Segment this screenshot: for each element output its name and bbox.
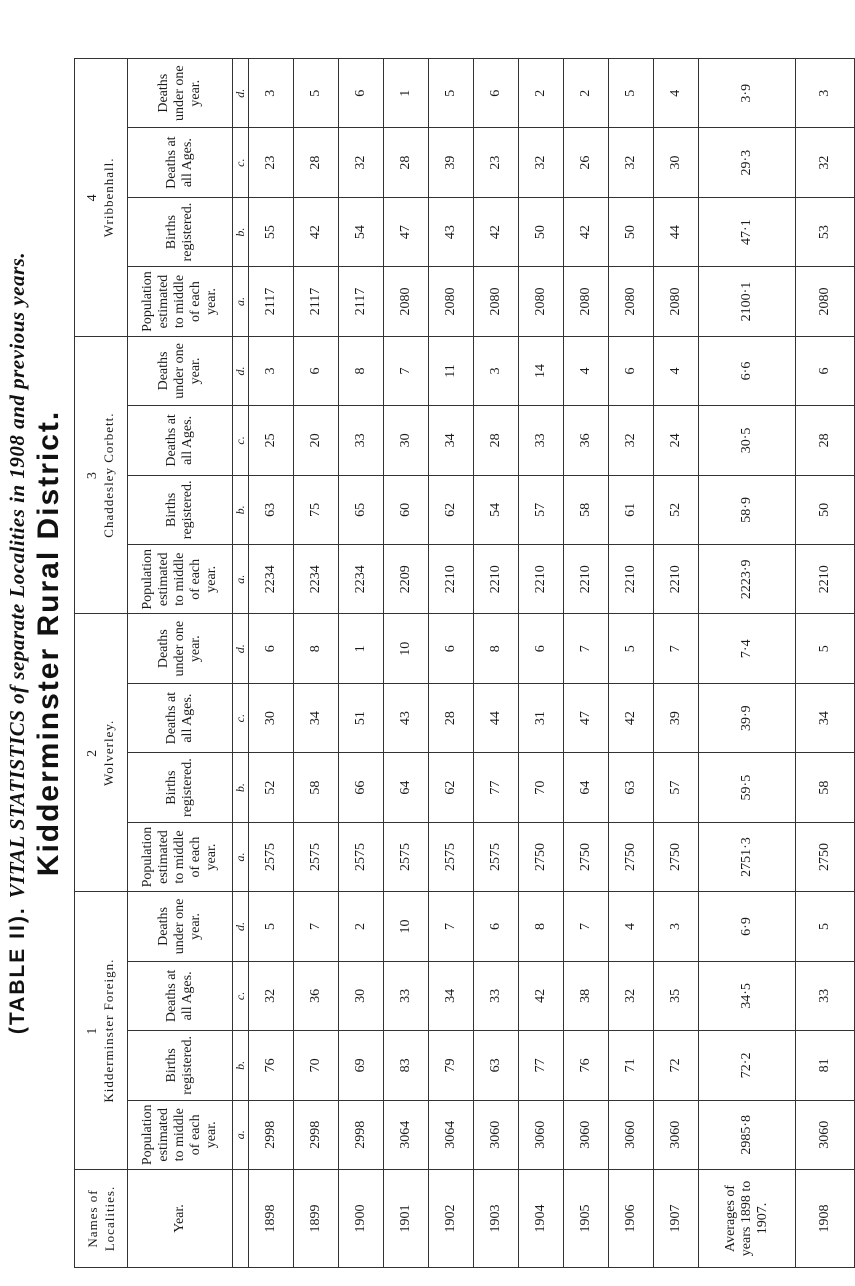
column-header: Births registered. <box>128 197 233 266</box>
value-cell: 2575 <box>474 822 519 891</box>
value-cell: 3060 <box>796 1100 855 1169</box>
value-cell: 71 <box>609 1031 654 1100</box>
value-cell: 34 <box>294 683 339 752</box>
value-cell: 23 <box>249 128 294 197</box>
value-cell: 39 <box>429 128 474 197</box>
column-header: Deaths under one year. <box>128 892 233 961</box>
unit-cell: c. <box>233 128 249 197</box>
value-cell: 29·3 <box>699 128 796 197</box>
table-row <box>654 59 699 1268</box>
value-cell: 2985·8 <box>699 1100 796 1169</box>
unit-cell: d. <box>233 892 249 961</box>
value-cell: 79 <box>429 1031 474 1100</box>
value-cell: 2750 <box>519 822 564 891</box>
value-cell: 2234 <box>249 545 294 614</box>
value-cell: 3 <box>474 336 519 405</box>
value-cell: 6 <box>294 336 339 405</box>
unit-cell: b. <box>233 475 249 544</box>
year-cell: 1902 <box>429 1170 474 1268</box>
statistics-table-container <box>74 58 832 1268</box>
value-cell: 10 <box>384 892 429 961</box>
value-cell: 50 <box>609 197 654 266</box>
value-cell: 2750 <box>654 822 699 891</box>
value-cell: 14 <box>519 336 564 405</box>
value-cell: 50 <box>519 197 564 266</box>
table-row <box>519 59 564 1268</box>
value-cell: 44 <box>474 683 519 752</box>
value-cell: 3064 <box>429 1100 474 1169</box>
table-row <box>384 59 429 1268</box>
value-cell: 57 <box>519 475 564 544</box>
table-row <box>564 59 609 1268</box>
column-header: Deaths under one year. <box>128 59 233 128</box>
value-cell: 2210 <box>609 545 654 614</box>
value-cell: 63 <box>609 753 654 822</box>
value-cell: 8 <box>474 614 519 683</box>
value-cell: 8 <box>294 614 339 683</box>
unit-cell: a. <box>233 1100 249 1169</box>
value-cell: 7·4 <box>699 614 796 683</box>
value-cell: 47 <box>384 197 429 266</box>
value-cell: 23 <box>474 128 519 197</box>
value-cell: 3 <box>249 59 294 128</box>
table-tag: (TABLE II). <box>5 906 29 1035</box>
value-cell: 70 <box>294 1031 339 1100</box>
value-cell: 25 <box>249 406 294 475</box>
value-cell: 54 <box>474 475 519 544</box>
value-cell: 28 <box>429 683 474 752</box>
value-cell: 62 <box>429 753 474 822</box>
value-cell: 44 <box>654 197 699 266</box>
value-cell: 72 <box>654 1031 699 1100</box>
value-cell: 3060 <box>609 1100 654 1169</box>
value-cell: 5 <box>796 892 855 961</box>
value-cell: 63 <box>474 1031 519 1100</box>
column-header: Deaths under one year. <box>128 614 233 683</box>
value-cell: 3060 <box>654 1100 699 1169</box>
value-cell: 6 <box>474 892 519 961</box>
value-cell: 10 <box>384 614 429 683</box>
value-cell: 58 <box>564 475 609 544</box>
value-cell: 2080 <box>654 267 699 336</box>
value-cell: 83 <box>384 1031 429 1100</box>
value-cell: 43 <box>384 683 429 752</box>
table-row <box>249 59 294 1268</box>
value-cell: 2223·9 <box>699 545 796 614</box>
year-cell: 1907 <box>654 1170 699 1268</box>
column-header: Population estimated to middle of each year. <box>128 822 233 891</box>
unit-cell: b. <box>233 1031 249 1100</box>
value-cell: 6·9 <box>699 892 796 961</box>
value-cell: 63 <box>249 475 294 544</box>
value-cell: 4 <box>564 336 609 405</box>
table-row <box>339 59 384 1268</box>
value-cell: 72·2 <box>699 1031 796 1100</box>
value-cell: 5 <box>429 59 474 128</box>
value-cell: 38 <box>564 961 609 1030</box>
value-cell: 7 <box>384 336 429 405</box>
caption-text: VITAL STATISTICS of separate Localities in 1908 and previous years. <box>4 251 29 899</box>
value-cell: 65 <box>339 475 384 544</box>
value-cell: 24 <box>654 406 699 475</box>
value-cell: 2998 <box>249 1100 294 1169</box>
value-cell: 5 <box>249 892 294 961</box>
value-cell: 36 <box>564 406 609 475</box>
district-header-wribbenhall: 4 Wribbenhall. <box>75 59 128 337</box>
year-cell: 1898 <box>249 1170 294 1268</box>
unit-cell: c. <box>233 961 249 1030</box>
value-cell: 30 <box>249 683 294 752</box>
value-cell: 2750 <box>796 822 855 891</box>
value-cell: 76 <box>564 1031 609 1100</box>
table-row <box>429 59 474 1268</box>
value-cell: 6 <box>519 614 564 683</box>
value-cell: 7 <box>294 892 339 961</box>
value-cell: 2080 <box>609 267 654 336</box>
column-header: Deaths at all Ages. <box>128 683 233 752</box>
value-cell: 33 <box>519 406 564 475</box>
year-cell: 1908 <box>796 1170 855 1268</box>
year-cell: 1900 <box>339 1170 384 1268</box>
unit-cell: d. <box>233 614 249 683</box>
value-cell: 39·9 <box>699 683 796 752</box>
value-cell: 43 <box>429 197 474 266</box>
value-cell: 42 <box>564 197 609 266</box>
value-cell: 31 <box>519 683 564 752</box>
value-cell: 6 <box>429 614 474 683</box>
unit-cell: d. <box>233 59 249 128</box>
value-cell: 47·1 <box>699 197 796 266</box>
value-cell: 6 <box>474 59 519 128</box>
column-header: Deaths under one year. <box>128 336 233 405</box>
unit-row <box>233 59 249 1268</box>
value-cell: 2998 <box>294 1100 339 1169</box>
value-cell: 2 <box>519 59 564 128</box>
table-row <box>474 59 519 1268</box>
value-cell: 11 <box>429 336 474 405</box>
value-cell: 34 <box>429 961 474 1030</box>
table-row <box>294 59 339 1268</box>
value-cell: 6 <box>609 336 654 405</box>
value-cell: 2998 <box>339 1100 384 1169</box>
value-cell: 2 <box>339 892 384 961</box>
value-cell: 3 <box>654 892 699 961</box>
value-cell: 66 <box>339 753 384 822</box>
year-cell: 1901 <box>384 1170 429 1268</box>
year-cell: Averages of years 1898 to 1907. <box>699 1170 796 1268</box>
value-cell: 7 <box>654 614 699 683</box>
vital-statistics-table <box>74 58 855 1268</box>
value-cell: 7 <box>429 892 474 961</box>
value-cell: 3·9 <box>699 59 796 128</box>
value-cell: 32 <box>609 961 654 1030</box>
year-cell: 1906 <box>609 1170 654 1268</box>
value-cell: 52 <box>249 753 294 822</box>
value-cell: 5 <box>294 59 339 128</box>
value-cell: 64 <box>384 753 429 822</box>
column-header: Deaths at all Ages. <box>128 961 233 1030</box>
value-cell: 2080 <box>519 267 564 336</box>
value-cell: 58 <box>294 753 339 822</box>
value-cell: 35 <box>654 961 699 1030</box>
year-cell: 1903 <box>474 1170 519 1268</box>
value-cell: 8 <box>519 892 564 961</box>
value-cell: 2210 <box>474 545 519 614</box>
value-cell: 8 <box>339 336 384 405</box>
value-cell: 30 <box>654 128 699 197</box>
value-cell: 33 <box>474 961 519 1030</box>
unit-cell: a. <box>233 545 249 614</box>
table-caption <box>5 252 30 1034</box>
value-cell: 55 <box>249 197 294 266</box>
value-cell: 61 <box>609 475 654 544</box>
value-cell: 57 <box>654 753 699 822</box>
unit-cell: a. <box>233 267 249 336</box>
value-cell: 42 <box>519 961 564 1030</box>
value-cell: 5 <box>609 59 654 128</box>
value-cell: 33 <box>339 406 384 475</box>
value-cell: 2210 <box>519 545 564 614</box>
value-cell: 42 <box>474 197 519 266</box>
unit-cell <box>233 1170 249 1268</box>
value-cell: 2575 <box>384 822 429 891</box>
value-cell: 2 <box>564 59 609 128</box>
value-cell: 2575 <box>249 822 294 891</box>
value-cell: 42 <box>609 683 654 752</box>
column-header: Deaths at all Ages. <box>128 406 233 475</box>
value-cell: 58·9 <box>699 475 796 544</box>
value-cell: 6 <box>796 336 855 405</box>
value-cell: 4 <box>654 336 699 405</box>
table-row <box>609 59 654 1268</box>
column-header: Population estimated to middle of each year. <box>128 267 233 336</box>
value-cell: 75 <box>294 475 339 544</box>
value-cell: 2117 <box>339 267 384 336</box>
value-cell: 2210 <box>564 545 609 614</box>
value-cell: 2210 <box>654 545 699 614</box>
value-cell: 32 <box>796 128 855 197</box>
value-cell: 30 <box>339 961 384 1030</box>
value-cell: 2575 <box>339 822 384 891</box>
value-cell: 51 <box>339 683 384 752</box>
value-cell: 77 <box>519 1031 564 1100</box>
value-cell: 47 <box>564 683 609 752</box>
value-cell: 69 <box>339 1031 384 1100</box>
value-cell: 2080 <box>474 267 519 336</box>
value-cell: 28 <box>796 406 855 475</box>
value-cell: 20 <box>294 406 339 475</box>
value-cell: 2117 <box>294 267 339 336</box>
unit-cell: b. <box>233 753 249 822</box>
value-cell: 2234 <box>339 545 384 614</box>
value-cell: 50 <box>796 475 855 544</box>
value-cell: 32 <box>609 128 654 197</box>
value-cell: 2751·3 <box>699 822 796 891</box>
unit-cell: a. <box>233 822 249 891</box>
value-cell: 5 <box>796 614 855 683</box>
value-cell: 2210 <box>796 545 855 614</box>
value-cell: 2210 <box>429 545 474 614</box>
value-cell: 2209 <box>384 545 429 614</box>
value-cell: 5 <box>609 614 654 683</box>
value-cell: 81 <box>796 1031 855 1100</box>
value-cell: 59·5 <box>699 753 796 822</box>
value-cell: 1 <box>384 59 429 128</box>
year-cell: 1899 <box>294 1170 339 1268</box>
value-cell: 3060 <box>519 1100 564 1169</box>
value-cell: 3 <box>796 59 855 128</box>
value-cell: 2575 <box>429 822 474 891</box>
value-cell: 28 <box>474 406 519 475</box>
value-cell: 2750 <box>609 822 654 891</box>
value-cell: 2234 <box>294 545 339 614</box>
column-header: Deaths at all Ages. <box>128 128 233 197</box>
value-cell: 34·5 <box>699 961 796 1030</box>
value-cell: 1 <box>339 614 384 683</box>
value-cell: 58 <box>796 753 855 822</box>
value-cell: 32 <box>609 406 654 475</box>
column-header: Population estimated to middle of each year. <box>128 1100 233 1169</box>
unit-cell: b. <box>233 197 249 266</box>
value-cell: 26 <box>564 128 609 197</box>
value-cell: 30·5 <box>699 406 796 475</box>
title-block <box>0 0 70 1286</box>
value-cell: 2750 <box>564 822 609 891</box>
value-cell: 53 <box>796 197 855 266</box>
value-cell: 6 <box>249 614 294 683</box>
value-cell: 2080 <box>564 267 609 336</box>
value-cell: 6·6 <box>699 336 796 405</box>
value-cell: 36 <box>294 961 339 1030</box>
value-cell: 2117 <box>249 267 294 336</box>
value-cell: 28 <box>384 128 429 197</box>
value-cell: 60 <box>384 475 429 544</box>
district-header-kidderminster: 1 Kidderminster Foreign. <box>75 892 128 1170</box>
value-cell: 2080 <box>384 267 429 336</box>
value-cell: 39 <box>654 683 699 752</box>
value-cell: 3 <box>249 336 294 405</box>
value-cell: 7 <box>564 892 609 961</box>
table-row <box>796 59 855 1268</box>
value-cell: 32 <box>519 128 564 197</box>
value-cell: 52 <box>654 475 699 544</box>
value-cell: 6 <box>339 59 384 128</box>
value-cell: 62 <box>429 475 474 544</box>
value-cell: 2575 <box>294 822 339 891</box>
localities-header: Names of Localities. <box>75 1170 128 1268</box>
column-header: Births registered. <box>128 475 233 544</box>
unit-cell: c. <box>233 683 249 752</box>
value-cell: 4 <box>609 892 654 961</box>
value-cell: 70 <box>519 753 564 822</box>
table-row <box>699 59 796 1268</box>
value-cell: 7 <box>564 614 609 683</box>
year-cell: 1905 <box>564 1170 609 1268</box>
value-cell: 77 <box>474 753 519 822</box>
value-cell: 3060 <box>564 1100 609 1169</box>
value-cell: 3060 <box>474 1100 519 1169</box>
value-cell: 34 <box>429 406 474 475</box>
column-header: Births registered. <box>128 753 233 822</box>
unit-cell: c. <box>233 406 249 475</box>
district-header-chaddesley: 3 Chaddesley Corbett. <box>75 336 128 614</box>
value-cell: 32 <box>339 128 384 197</box>
value-cell: 2080 <box>796 267 855 336</box>
year-cell: 1904 <box>519 1170 564 1268</box>
value-cell: 32 <box>249 961 294 1030</box>
value-cell: 30 <box>384 406 429 475</box>
value-cell: 3064 <box>384 1100 429 1169</box>
value-cell: 34 <box>796 683 855 752</box>
value-cell: 64 <box>564 753 609 822</box>
column-header: Population estimated to middle of each year. <box>128 545 233 614</box>
column-header: Births registered. <box>128 1031 233 1100</box>
value-cell: 33 <box>796 961 855 1030</box>
value-cell: 54 <box>339 197 384 266</box>
value-cell: 4 <box>654 59 699 128</box>
district-title: Kidderminster Rural District. <box>31 409 65 877</box>
value-cell: 28 <box>294 128 339 197</box>
district-header-wolverley: 2 Wolverley. <box>75 614 128 892</box>
year-header: Year. <box>128 1170 233 1268</box>
value-cell: 2100·1 <box>699 267 796 336</box>
value-cell: 76 <box>249 1031 294 1100</box>
unit-cell: d. <box>233 336 249 405</box>
value-cell: 2080 <box>429 267 474 336</box>
value-cell: 33 <box>384 961 429 1030</box>
value-cell: 42 <box>294 197 339 266</box>
